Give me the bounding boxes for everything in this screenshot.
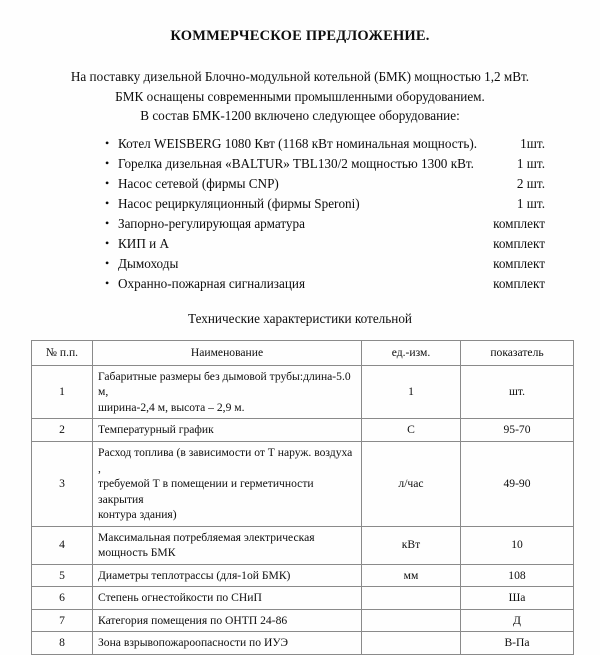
list-item	[105, 134, 545, 154]
table-row	[32, 419, 574, 442]
equipment-quantity: 1 шт.	[516, 155, 545, 171]
bullet-icon: •	[105, 276, 110, 291]
cell-value: 108	[461, 564, 574, 587]
list-item	[105, 234, 545, 254]
column-header-name: Наименование	[93, 341, 362, 366]
cell-unit	[362, 587, 461, 610]
equipment-label: Дымоходы	[118, 256, 179, 272]
technical-specifications-table	[31, 340, 574, 655]
cell-number: 6	[32, 587, 93, 610]
table-header	[32, 341, 574, 366]
bullet-icon: •	[105, 196, 110, 210]
cell-number: 1	[32, 365, 93, 419]
cell-name	[93, 632, 362, 655]
cell-name-line-1: Зона взрывопожароопасности по ИУЭ	[98, 636, 289, 650]
table-row	[32, 441, 574, 526]
cell-value: В-Па	[461, 632, 574, 655]
list-item	[105, 174, 545, 194]
cell-name	[93, 564, 362, 587]
table-row	[32, 632, 574, 655]
cell-unit: мм	[362, 564, 461, 587]
bullet-icon: •	[105, 175, 110, 190]
cell-number: 5	[32, 564, 93, 587]
cell-name-line-1: Габаритные размеры без дымовой трубы:длина-5.0 м,	[98, 369, 351, 399]
table-row	[32, 587, 574, 610]
table-row	[32, 526, 574, 564]
equipment-label: Насос сетевой (фирмы CNP)	[118, 175, 279, 191]
bullet-icon: •	[105, 155, 110, 170]
cell-name	[93, 587, 362, 610]
cell-name	[93, 365, 362, 419]
cell-unit	[362, 609, 461, 632]
cell-value: Ша	[461, 587, 574, 610]
column-header-number: № п.п.	[32, 341, 93, 366]
bullet-icon: •	[105, 256, 110, 271]
cell-value: Д	[461, 609, 574, 632]
equipment-quantity: 1шт.	[520, 135, 545, 151]
intro-line-2: БМК оснащены современными промышленными оборудованием.	[115, 88, 485, 104]
list-item	[105, 214, 545, 234]
cell-name	[93, 441, 362, 526]
cell-name	[93, 526, 362, 564]
cell-number: 7	[32, 609, 93, 632]
equipment-quantity: комплект	[493, 216, 545, 232]
table-header-row	[32, 341, 574, 366]
equipment-quantity: комплект	[493, 276, 545, 292]
cell-number: 3	[32, 441, 93, 526]
intro-line-1: На поставку дизельной Блочно-модульной котельной (БМК) мощностью 1,2 мВт.	[70, 69, 530, 85]
list-item	[105, 254, 545, 274]
equipment-label: Котел WEISBERG 1080 Квт (1168 кВт номинальная мощность).	[118, 135, 478, 151]
column-header-value: показатель	[461, 341, 574, 366]
intro-line-3: В состав БМК-1200 включено следующее оборудование:	[140, 107, 460, 123]
cell-value: 95-70	[461, 419, 574, 442]
equipment-quantity: комплект	[493, 236, 545, 252]
table-row	[32, 365, 574, 419]
equipment-quantity: 1 шт.	[516, 196, 545, 211]
cell-unit: C	[362, 419, 461, 442]
cell-name	[93, 419, 362, 442]
cell-value: 49-90	[461, 441, 574, 526]
bullet-icon: •	[105, 236, 110, 251]
equipment-list	[0, 134, 600, 295]
bullet-icon: •	[105, 135, 110, 150]
cell-name-line-1: Расход топлива (в зависимости от Т наруж. воздуха ,	[98, 445, 353, 475]
cell-number: 4	[32, 526, 93, 564]
cell-name	[93, 609, 362, 632]
table-caption: Технические характеристики котельной	[188, 311, 412, 327]
cell-unit: л/час	[362, 441, 461, 526]
table-row	[32, 564, 574, 587]
equipment-label: Горелка дизельная «BALTUR» TBL130/2 мощностью 1300 кВт.	[118, 155, 474, 171]
bullet-icon: •	[105, 216, 110, 231]
equipment-label: КИП и А	[118, 236, 170, 252]
table-row	[32, 609, 574, 632]
page-title: КОММЕРЧЕСКОЕ ПРЕДЛОЖЕНИЕ.	[170, 28, 430, 44]
cell-value: 10	[461, 526, 574, 564]
cell-name-line-1: Степень огнестойкости по СНиП	[98, 591, 262, 605]
equipment-quantity: 2 шт.	[516, 175, 545, 191]
cell-name-line-1: Категория помещения по ОНТП 24-86	[98, 613, 288, 627]
cell-number: 2	[32, 419, 93, 442]
cell-unit: 1	[362, 365, 461, 419]
list-item	[105, 274, 545, 294]
spec-table-wrapper	[0, 340, 600, 655]
equipment-quantity: комплект	[493, 256, 545, 272]
equipment-label: Охранно-пожарная сигнализация	[118, 276, 306, 292]
equipment-label: Запорно-регулирующая арматура	[118, 216, 305, 232]
cell-name-line-2: ширина-2,4 м, высота – 2,9 м.	[98, 400, 245, 414]
cell-name-line-2: мощность БМК	[98, 546, 176, 560]
cell-name-line-2: требуемой Т в помещении и герметичности закрытия	[98, 477, 314, 506]
cell-name-line-1: Температурный график	[98, 423, 214, 437]
equipment-label: Насос рециркуляционный (фирмы Speroni)	[118, 196, 360, 211]
cell-name-line-3: контура здания)	[98, 508, 177, 522]
list-item	[105, 194, 545, 214]
intro-paragraph	[0, 67, 600, 124]
column-header-unit: ед.-изм.	[362, 341, 461, 366]
cell-unit: кВт	[362, 526, 461, 564]
cell-number: 8	[32, 632, 93, 655]
cell-name-line-1: Максимальная потребляемая электрическая	[98, 530, 315, 544]
cell-name-line-1: Диаметры теплотрассы (для-1ой БМК)	[98, 568, 291, 582]
cell-unit	[362, 632, 461, 655]
list-item	[105, 154, 545, 174]
cell-value: шт.	[461, 365, 574, 419]
table-body	[32, 365, 574, 654]
